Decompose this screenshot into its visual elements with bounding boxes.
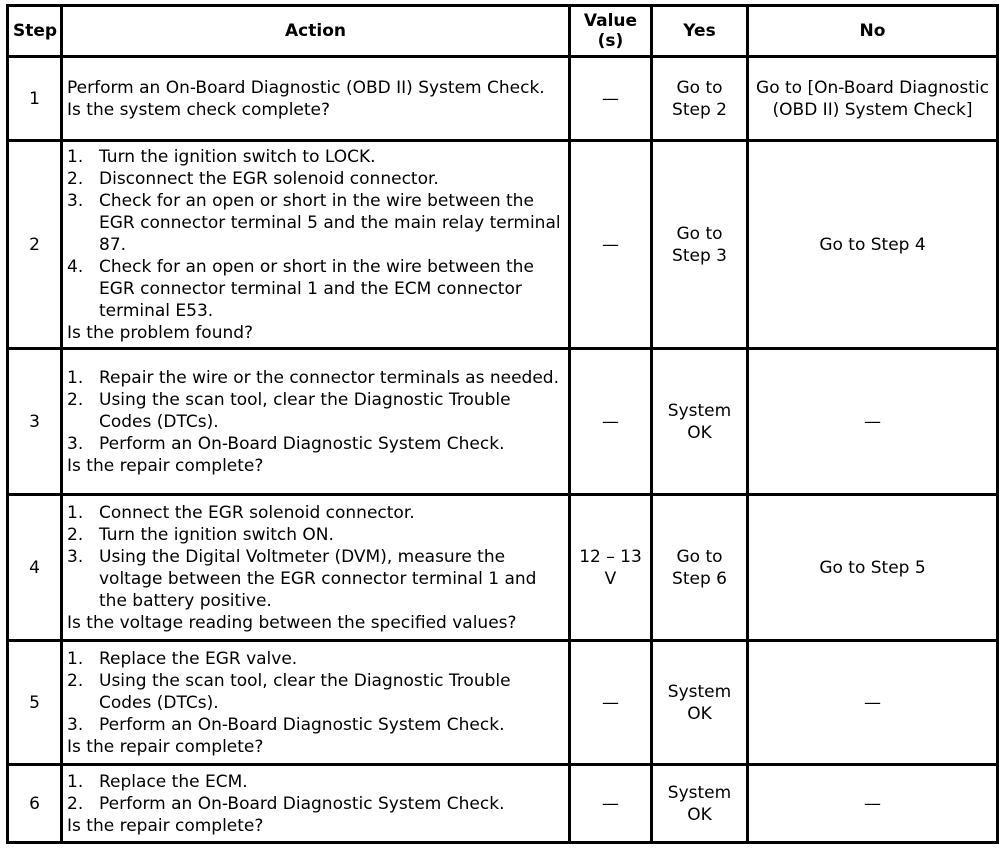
value-cell: 12 – 13 V <box>570 495 652 641</box>
no-cell: — <box>748 765 998 843</box>
action-list-text: Perform an On-Board Diagnostic System Check. <box>99 433 505 454</box>
yes-cell: System OK <box>652 349 748 495</box>
step-number: 5 <box>8 641 62 765</box>
action-list-item <box>67 190 564 256</box>
action-list-number: 1. <box>67 146 84 167</box>
header-no: No <box>748 6 998 57</box>
action-list-number: 4. <box>67 256 84 277</box>
action-list-item <box>67 256 564 322</box>
action-list-item <box>67 771 564 793</box>
value-cell: — <box>570 141 652 349</box>
action-list-text: Repair the wire or the connector terminals as needed. <box>99 367 559 388</box>
action-question: Is the repair complete? <box>67 455 264 476</box>
yes-cell: Go to Step 3 <box>652 141 748 349</box>
yes-cell: System OK <box>652 765 748 843</box>
action-cell <box>62 765 570 843</box>
action-list-text: Replace the EGR valve. <box>99 648 298 669</box>
action-list <box>67 502 564 612</box>
action-list-text: Connect the EGR solenoid connector. <box>99 502 415 523</box>
action-cell <box>62 641 570 765</box>
action-list-number: 3. <box>67 190 84 211</box>
action-list-text: Perform an On-Board Diagnostic System Check. <box>99 714 505 735</box>
action-list <box>67 771 564 815</box>
value-cell: — <box>570 349 652 495</box>
action-list-number: 2. <box>67 524 84 545</box>
action-cell <box>62 57 570 141</box>
table-row <box>8 57 998 141</box>
no-cell: Go to Step 5 <box>748 495 998 641</box>
table-row <box>8 495 998 641</box>
step-number: 4 <box>8 495 62 641</box>
action-question: Is the problem found? <box>67 322 254 343</box>
action-list-item <box>67 433 564 455</box>
action-list-text: Replace the ECM. <box>99 771 248 792</box>
action-list <box>67 367 564 455</box>
action-question: Is the voltage reading between the specified values? <box>67 612 517 633</box>
table-row <box>8 765 998 843</box>
action-cell <box>62 495 570 641</box>
action-list-text: Disconnect the EGR solenoid connector. <box>99 168 439 189</box>
table-row <box>8 641 998 765</box>
action-cell <box>62 141 570 349</box>
yes-cell: Go to Step 6 <box>652 495 748 641</box>
table-row <box>8 141 998 349</box>
action-list-number: 1. <box>67 502 84 523</box>
action-list-item <box>67 524 564 546</box>
action-list-text: Turn the ignition switch ON. <box>99 524 334 545</box>
value-cell: — <box>570 641 652 765</box>
action-list-number: 1. <box>67 367 84 388</box>
yes-cell: Go to Step 2 <box>652 57 748 141</box>
action-list-number: 1. <box>67 771 84 792</box>
action-list-number: 2. <box>67 168 84 189</box>
yes-cell: System OK <box>652 641 748 765</box>
action-list-text: Perform an On-Board Diagnostic System Check. <box>99 793 505 814</box>
action-list-number: 3. <box>67 714 84 735</box>
no-cell: — <box>748 641 998 765</box>
action-list-number: 2. <box>67 389 84 410</box>
action-intro: Perform an On-Board Diagnostic (OBD II) System Check. <box>67 77 545 98</box>
action-cell <box>62 349 570 495</box>
action-list-item <box>67 670 564 714</box>
action-list <box>67 146 564 322</box>
action-list-text: Check for an open or short in the wire between the EGR connector terminal 5 and the main relay terminal 87. <box>99 190 561 255</box>
action-list-item <box>67 502 564 524</box>
action-list-item <box>67 168 564 190</box>
header-value: Value (s) <box>570 6 652 57</box>
action-list-item <box>67 146 564 168</box>
header-yes: Yes <box>652 6 748 57</box>
action-list-item <box>67 367 564 389</box>
value-cell: — <box>570 765 652 843</box>
action-list-text: Using the Digital Voltmeter (DVM), measure the voltage between the EGR connector terminal 1 and the battery positive. <box>99 546 537 611</box>
header-row <box>8 6 998 57</box>
action-list-number: 2. <box>67 670 84 691</box>
step-number: 1 <box>8 57 62 141</box>
no-cell: Go to Step 4 <box>748 141 998 349</box>
action-list-text: Check for an open or short in the wire between the EGR connector terminal 1 and the ECM connector terminal E53. <box>99 256 534 321</box>
action-list-text: Using the scan tool, clear the Diagnostic Trouble Codes (DTCs). <box>99 389 511 432</box>
action-question: Is the repair complete? <box>67 736 264 757</box>
action-list-number: 1. <box>67 648 84 669</box>
action-list <box>67 648 564 736</box>
action-list-number: 3. <box>67 546 84 567</box>
action-list-number: 3. <box>67 433 84 454</box>
value-cell: — <box>570 57 652 141</box>
no-cell: Go to [On-Board Diagnostic (OBD II) System Check] <box>748 57 998 141</box>
step-number: 6 <box>8 765 62 843</box>
step-number: 3 <box>8 349 62 495</box>
table-row <box>8 349 998 495</box>
action-question: Is the system check complete? <box>67 99 331 120</box>
action-list-number: 2. <box>67 793 84 814</box>
header-action: Action <box>62 6 570 57</box>
no-cell: — <box>748 349 998 495</box>
action-list-text: Turn the ignition switch to LOCK. <box>99 146 376 167</box>
step-number: 2 <box>8 141 62 349</box>
header-step: Step <box>8 6 62 57</box>
action-list-item <box>67 546 564 612</box>
diagnostic-table <box>6 4 999 844</box>
action-list-item <box>67 714 564 736</box>
action-list-text: Using the scan tool, clear the Diagnostic Trouble Codes (DTCs). <box>99 670 511 713</box>
action-question: Is the repair complete? <box>67 815 264 836</box>
action-list-item <box>67 793 564 815</box>
action-list-item <box>67 648 564 670</box>
action-list-item <box>67 389 564 433</box>
